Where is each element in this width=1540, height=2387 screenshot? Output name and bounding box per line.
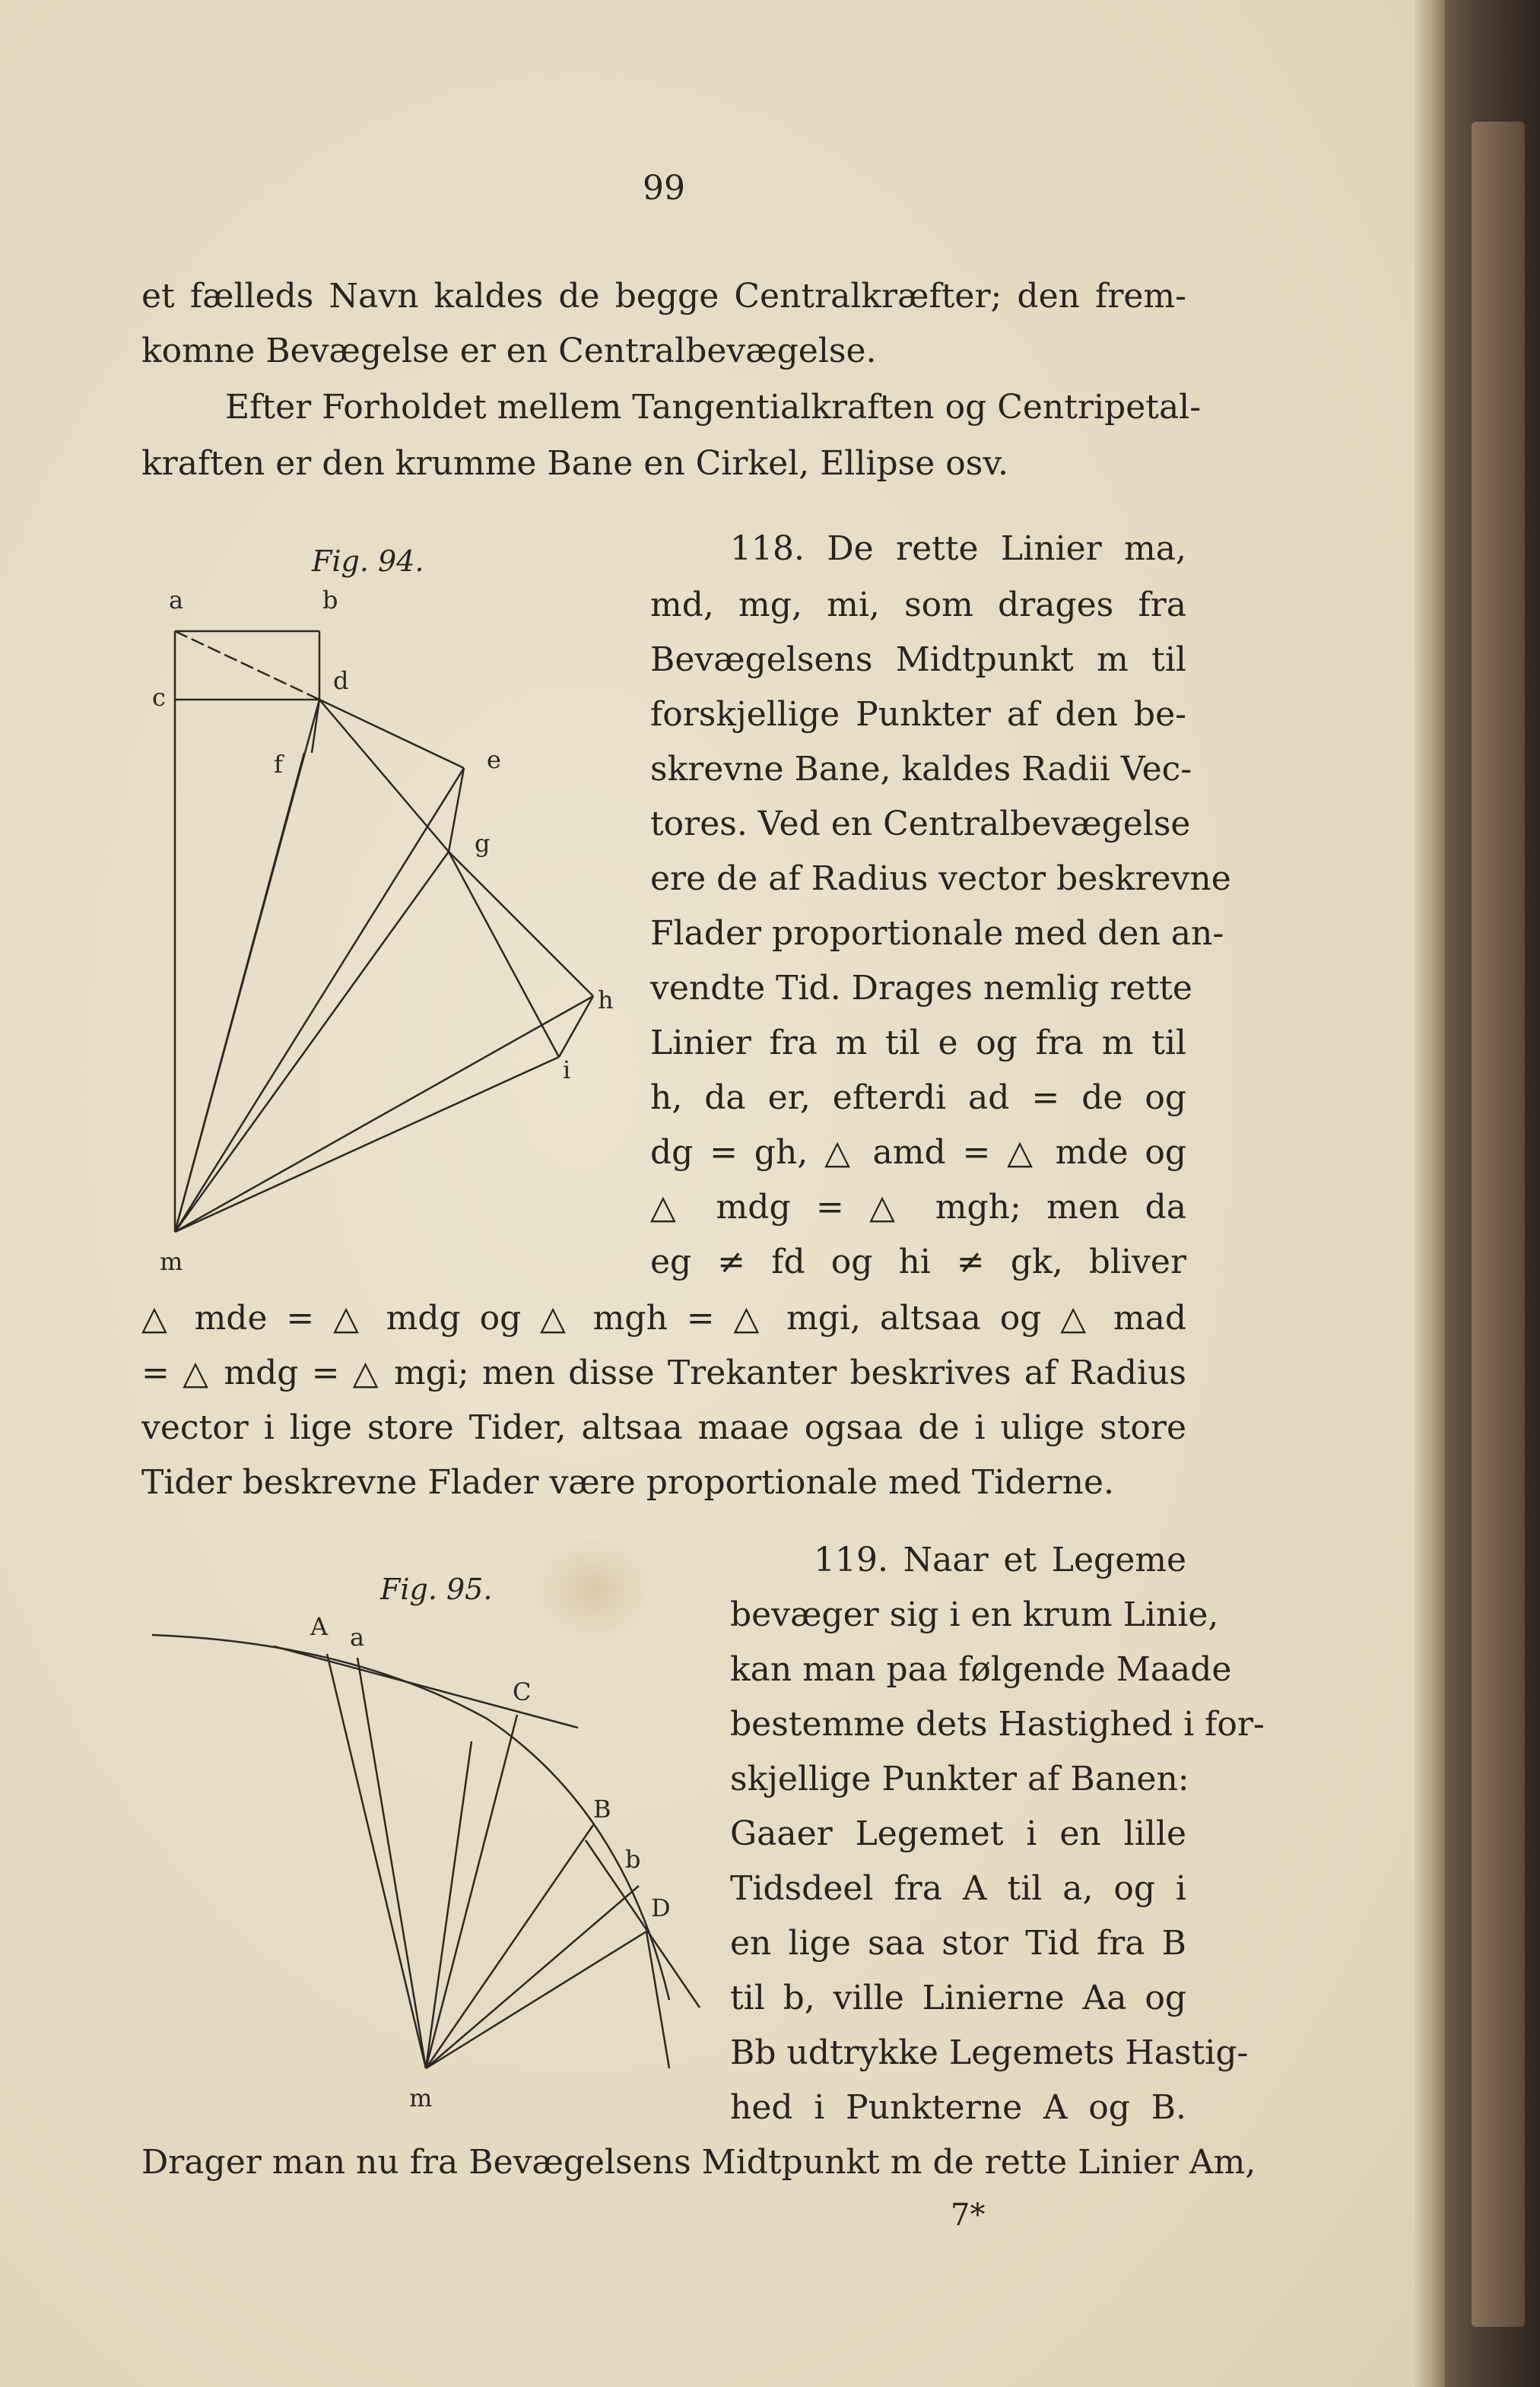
fig95-radius-ma bbox=[357, 1658, 426, 2068]
sec119-line-3: kan man paa følgende Maade bbox=[730, 1650, 1232, 1689]
sec119-line-1: 119. Naar et Legeme bbox=[814, 1541, 1186, 1579]
fig95-curve bbox=[152, 1635, 669, 2000]
fig95-radius-mD bbox=[426, 1932, 646, 2068]
page-gutter bbox=[1415, 0, 1445, 2387]
sec118-line-13: △ mdg = △ mgh; men da bbox=[650, 1188, 1186, 1227]
fig95-caption: Fig. 95. bbox=[380, 1573, 493, 1606]
sec118-line-14: eg ≠ fd og hi ≠ gk, bliver bbox=[650, 1243, 1186, 1281]
sec119-line-10: Bb udtrykke Legemets Hastig- bbox=[730, 2033, 1249, 2072]
fig94-label-i: i bbox=[563, 1055, 571, 1084]
sec118-line-9: vendte Tid. Drages nemlig rette bbox=[650, 969, 1192, 1008]
fig94-label-d: d bbox=[333, 666, 349, 695]
page-number: 99 bbox=[643, 169, 685, 208]
fig95-line-D-down bbox=[646, 1932, 669, 2068]
fig94-label-b: b bbox=[322, 586, 338, 614]
sec118-full-line-1: △ mde = △ mdg og △ mgh = △ mgi, altsaa og △ mad bbox=[141, 1299, 1186, 1338]
sec119-line-11: hed i Punkterne A og B. bbox=[730, 2088, 1186, 2127]
intro-line-4: kraften er den krumme Bane en Cirkel, Ellipse osv. bbox=[141, 444, 1008, 483]
fig94-label-e: e bbox=[487, 745, 501, 774]
fig95-radius-mC bbox=[426, 1715, 517, 2068]
fig95-label-B: B bbox=[593, 1795, 611, 1824]
sec119-line-5: skjellige Punkter af Banen: bbox=[730, 1760, 1189, 1798]
sec118-line-5: skrevne Bane, kaldes Radii Vec- bbox=[650, 750, 1192, 789]
fig94-caption: Fig. 94. bbox=[312, 544, 424, 578]
fig95-label-D: D bbox=[651, 1893, 671, 1922]
fig94-label-a: a bbox=[169, 586, 184, 614]
sec118-line-1: 118. De rette Linier ma, bbox=[730, 529, 1186, 568]
sec118-line-8: Flader proportionale med den an- bbox=[650, 914, 1224, 953]
book-spine bbox=[1472, 122, 1525, 2327]
fig95-tangent-AC bbox=[274, 1646, 578, 1728]
sec118-line-3: Bevægelsens Midtpunkt m til bbox=[650, 640, 1186, 679]
fig95-radius-mA bbox=[327, 1654, 426, 2068]
sec119-full-line-1: Drager man nu fra Bevægelsens Midtpunkt m de rette Linier Am, bbox=[141, 2143, 1256, 2182]
fig94-label-g: g bbox=[475, 829, 491, 858]
intro-line-3: Efter Forholdet mellem Tangentialkraften og Centripetal- bbox=[225, 388, 1202, 427]
fig95-label-m: m bbox=[409, 2084, 433, 2112]
fig95-tangent-BD bbox=[586, 1840, 700, 2008]
fig95-radius-mid bbox=[426, 1741, 472, 2068]
sec118-full-line-4: Tider beskrevne Flader være proportionale med Tiderne. bbox=[141, 1463, 1114, 1502]
sec118-full-line-2: = △ mdg = △ mgi; men disse Trekanter beskrives af Radius bbox=[141, 1354, 1186, 1392]
sec118-line-7: ere de af Radius vector beskrevne bbox=[650, 859, 1231, 898]
sec119-line-8: en lige saa stor Tid fra B bbox=[730, 1924, 1186, 1963]
sec119-line-6: Gaaer Legemet i en lille bbox=[730, 1814, 1186, 1853]
intro-line-1: et fælleds Navn kaldes de begge Centralkræfter; den frem- bbox=[141, 277, 1186, 316]
intro-line-2: komne Bevægelse er en Centralbevægelse. bbox=[141, 332, 877, 370]
fig94-label-f: f bbox=[274, 750, 283, 779]
sec118-line-11: h, da er, efterdi ad = de og bbox=[650, 1078, 1186, 1117]
signature-mark: 7* bbox=[951, 2198, 986, 2233]
fig95-label-C: C bbox=[513, 1678, 532, 1706]
fig94-label-m: m bbox=[160, 1247, 183, 1276]
sec119-line-9: til b, ville Linierne Aa og bbox=[730, 1979, 1186, 2017]
fig95-diagram bbox=[0, 0, 730, 2129]
fig95-label-A: A bbox=[310, 1612, 329, 1641]
sec118-full-line-3: vector i lige store Tider, altsaa maae ogsaa de i ulige store bbox=[141, 1408, 1186, 1447]
sec119-line-7: Tidsdeel fra A til a, og i bbox=[730, 1869, 1186, 1908]
sec118-line-6: tores. Ved en Centralbevægelse bbox=[650, 805, 1191, 843]
fig95-label-b: b bbox=[625, 1845, 641, 1874]
sec119-line-4: bestemme dets Hastighed i for- bbox=[730, 1705, 1265, 1744]
fig95-label-a: a bbox=[350, 1623, 365, 1652]
sec119-line-2: bevæger sig i en krum Linie, bbox=[730, 1595, 1219, 1634]
fig94-label-c: c bbox=[152, 683, 166, 712]
sec118-line-12: dg = gh, △ amd = △ mde og bbox=[650, 1133, 1186, 1172]
sec118-line-4: forskjellige Punkter af den be- bbox=[650, 695, 1186, 734]
sec118-line-2: md, mg, mi, som drages fra bbox=[650, 586, 1186, 624]
sec118-line-10: Linier fra m til e og fra m til bbox=[650, 1024, 1186, 1062]
fig94-label-h: h bbox=[598, 986, 614, 1014]
